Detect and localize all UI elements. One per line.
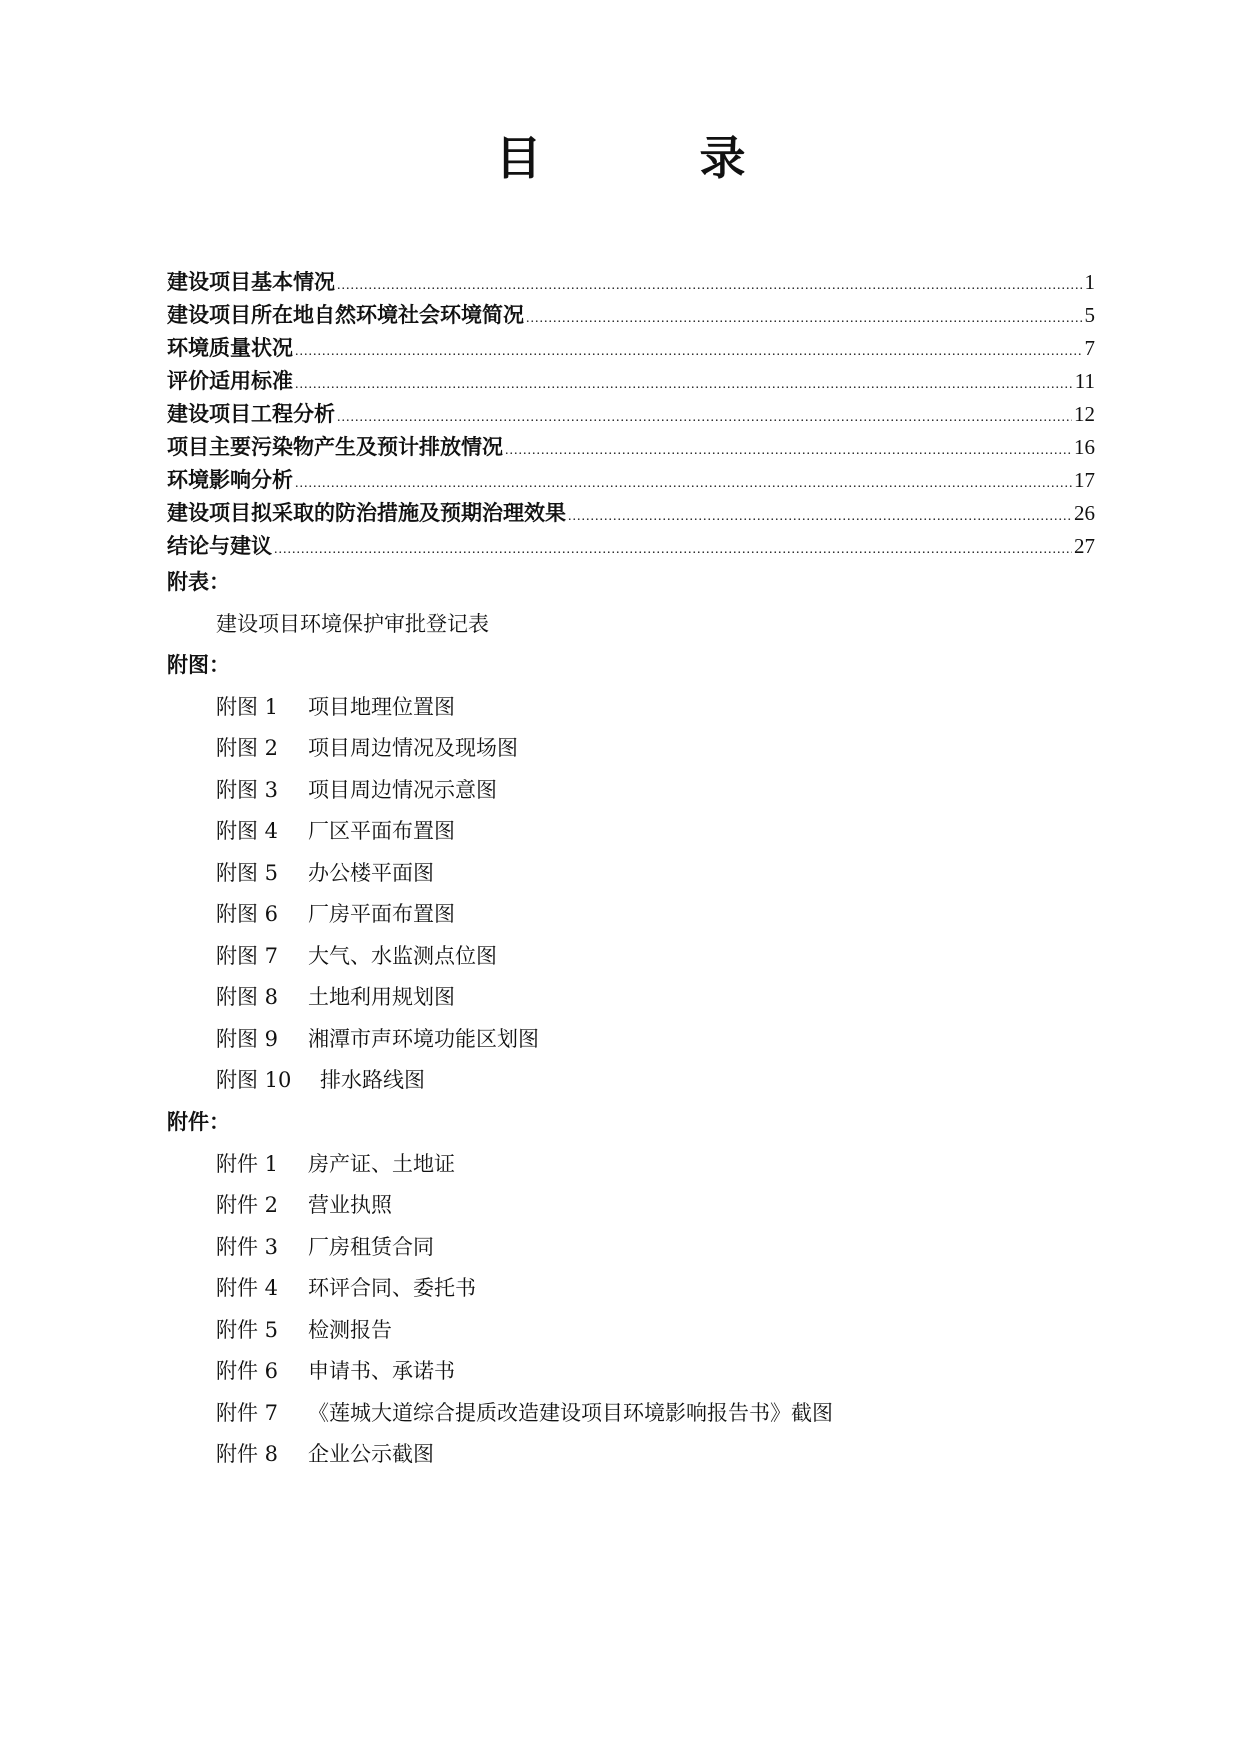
attached-figure-label: 厂区平面布置图 [308,819,455,843]
attached-figure-item [216,816,455,846]
page-title: 目 录 [495,131,802,185]
toc-entry[interactable] [167,266,1095,299]
attached-figure-label: 项目周边情况及现场图 [308,736,518,760]
toc-entry[interactable] [167,431,1095,464]
attached-tables-heading: 附表： [167,570,230,594]
attachment-item [216,1356,455,1386]
attachment-number: 附件 8 [216,1442,279,1466]
attachment-number: 附件 3 [216,1235,279,1259]
toc-entry-page: 7 [1084,336,1095,360]
toc-leader-dots [337,269,1083,302]
toc-entry-label: 建设项目基本情况 [167,270,335,294]
attached-figure-label: 湘潭市声环境功能区划图 [308,1027,539,1051]
attached-figure-item [216,1065,425,1095]
toc-entry[interactable] [167,398,1095,431]
attached-figure-number: 附图 4 [216,819,279,843]
attached-figure-label: 大气、水监测点位图 [308,944,497,968]
toc-entry-label: 环境质量状况 [167,336,293,360]
toc-entry-page: 5 [1084,303,1095,327]
attached-figure-label: 项目地理位置图 [308,695,455,719]
attachment-label: 企业公示截图 [308,1442,434,1466]
attached-figure-item [216,858,434,888]
toc-entry-label: 建设项目所在地自然环境社会环境简况 [167,303,524,327]
toc-entry-page: 16 [1074,435,1095,459]
attachment-label: 申请书、承诺书 [308,1359,455,1383]
attached-table-item: 建设项目环境保护审批登记表 [216,612,489,636]
attached-figure-item [216,982,455,1012]
attached-figure-label: 办公楼平面图 [308,861,434,885]
toc-entry-label: 环境影响分析 [167,468,293,492]
toc-leader-dots [295,335,1083,368]
toc-entry[interactable] [167,332,1095,365]
attached-figure-item [216,692,455,722]
attached-figure-label: 厂房平面布置图 [308,902,455,926]
attachment-label: 厂房租赁合同 [308,1235,434,1259]
attachment-number: 附件 1 [216,1152,279,1176]
toc-entry-page: 26 [1074,501,1095,525]
attachment-number: 附件 6 [216,1359,279,1383]
attachment-number: 附件 5 [216,1318,279,1342]
attached-figure-item [216,1024,539,1054]
attachment-number: 附件 4 [216,1276,279,1300]
attachment-label: 检测报告 [308,1318,392,1342]
toc-entry[interactable] [167,497,1095,530]
attachment-item [216,1398,833,1428]
attached-figure-number: 附图 6 [216,902,279,926]
toc-entry-label: 项目主要污染物产生及预计排放情况 [167,435,503,459]
attachment-item [216,1149,455,1179]
attached-figure-item [216,941,497,971]
attachment-item [216,1273,476,1303]
attachments-heading: 附件： [167,1110,230,1134]
attachment-number: 附件 2 [216,1193,279,1217]
attachment-item [216,1190,392,1220]
toc-leader-dots [295,467,1072,500]
toc-entry[interactable] [167,365,1095,398]
toc-leader-dots [568,500,1072,533]
attached-figure-number: 附图 3 [216,778,279,802]
attachment-item [216,1315,392,1345]
attached-figure-label: 项目周边情况示意图 [308,778,497,802]
toc-entry-page: 11 [1074,369,1095,393]
toc-entry-page: 17 [1074,468,1095,492]
table-of-contents [167,266,1095,563]
toc-leader-dots [295,368,1073,401]
attached-figure-number: 附图 2 [216,736,279,760]
toc-entry-label: 建设项目拟采取的防治措施及预期治理效果 [167,501,566,525]
attachment-label: 房产证、土地证 [308,1152,455,1176]
attachment-number: 附件 7 [216,1401,279,1425]
attached-figures-heading: 附图： [167,653,230,677]
attached-figure-number: 附图 7 [216,944,279,968]
toc-entry[interactable] [167,530,1095,563]
attached-figure-label: 排水路线图 [320,1068,425,1092]
attachment-label: 《莲城大道综合提质改造建设项目环境影响报告书》截图 [308,1401,833,1425]
toc-leader-dots [526,302,1083,335]
attachment-label: 环评合同、委托书 [308,1276,476,1300]
toc-entry-page: 27 [1074,534,1095,558]
toc-leader-dots [505,434,1072,467]
toc-entry-label: 结论与建议 [167,534,272,558]
toc-entry-label: 建设项目工程分析 [167,402,335,426]
attachment-item [216,1232,434,1262]
toc-entry-label: 评价适用标准 [167,369,293,393]
toc-entry[interactable] [167,464,1095,497]
attached-figure-number: 附图 9 [216,1027,279,1051]
toc-leader-dots [274,533,1072,566]
attached-figure-item [216,899,455,929]
attached-figure-number: 附图 1 [216,695,279,719]
attached-figure-number: 附图 10 [216,1068,292,1092]
toc-entry[interactable] [167,299,1095,332]
attached-figure-item [216,775,497,805]
toc-entry-page: 1 [1084,270,1095,294]
attachment-label: 营业执照 [308,1193,392,1217]
attachment-item [216,1439,434,1469]
attached-figure-number: 附图 8 [216,985,279,1009]
attached-figure-label: 土地利用规划图 [308,985,455,1009]
toc-entry-page: 12 [1074,402,1095,426]
attached-figure-number: 附图 5 [216,861,279,885]
attached-figure-item [216,733,518,763]
toc-leader-dots [337,401,1072,434]
